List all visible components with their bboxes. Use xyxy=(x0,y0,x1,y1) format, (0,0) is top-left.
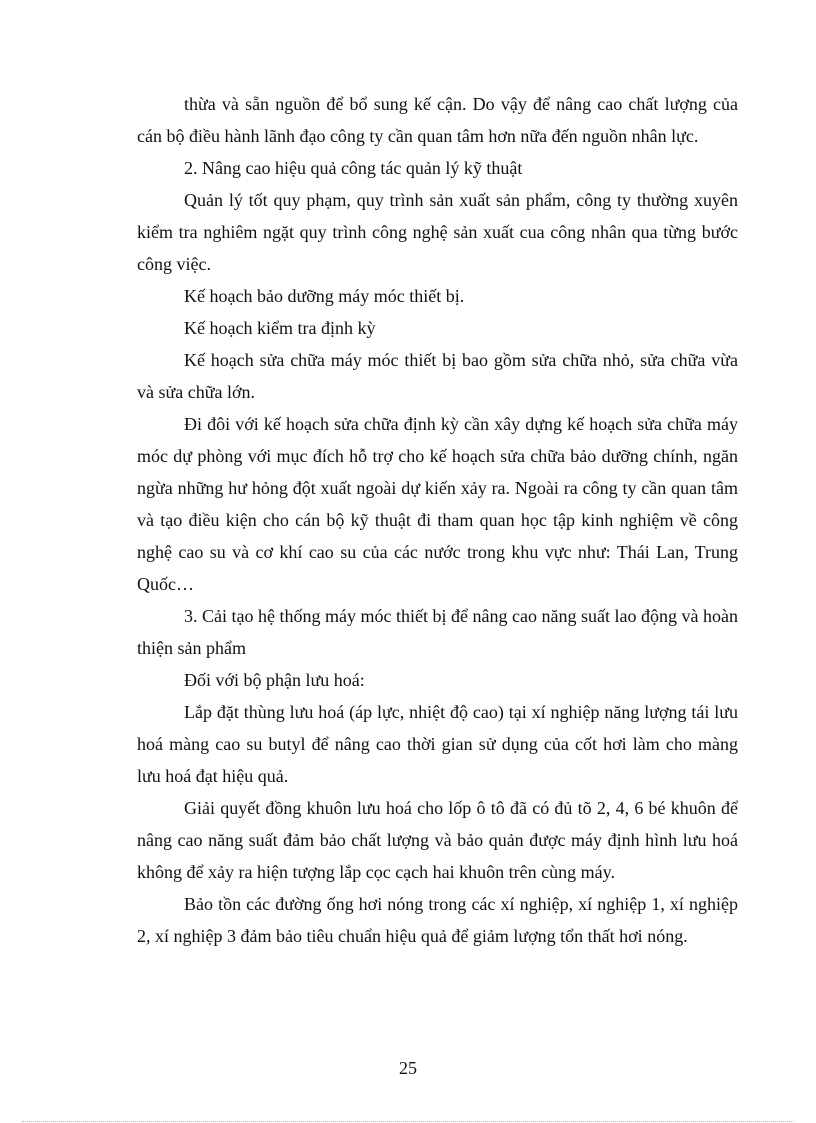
page-number: 25 xyxy=(399,1058,417,1078)
paragraph-12: Bảo tồn các đường ống hơi nóng trong các xí nghiệp, xí nghiệp 1, xí nghiệp 2, xí nghiệp 3 đảm bảo tiêu chuẩn hiệu quả để giảm lượng tổn thất hơi nóng. xyxy=(137,894,738,946)
paragraph-5: Kế hoạch kiểm tra định kỳ xyxy=(184,318,376,338)
paragraph-3: Quản lý tốt quy phạm, quy trình sản xuất sản phẩm, công ty thường xuyên kiểm tra nghiêm ngặt quy trình công nghệ sản xuất cua công nhân qua từng bước công việc. xyxy=(137,190,738,274)
paragraph-4: Kế hoạch bảo dưỡng máy móc thiết bị. xyxy=(184,286,465,306)
page-body xyxy=(137,88,738,952)
paragraph-6: Kế hoạch sửa chữa máy móc thiết bị bao gồm sửa chữa nhỏ, sửa chữa vừa và sửa chữa lớn. xyxy=(137,350,738,402)
paragraph-7: Đi đôi với kế hoạch sửa chữa định kỳ cần xây dựng kế hoạch sửa chữa máy móc dự phòng với mục đích hỗ trợ cho kế hoạch sửa chữa bảo dưỡng chính, ngăn ngừa những hư hỏng đột xuất ngoài dự kiến xảy ra. Ngoài ra công ty cần quan tâm và tạo điều kiện cho cán bộ kỹ thuật đi tham quan học tập kinh nghiệm về công nghệ cao su và cơ khí cao su của các nước trong khu vực như: Thái Lan, Trung Quốc… xyxy=(137,414,738,594)
footer-divider xyxy=(22,1121,794,1122)
paragraph-9: Đối với bộ phận lưu hoá: xyxy=(184,670,365,690)
paragraph-11: Giải quyết đồng khuôn lưu hoá cho lốp ô tô đã có đủ tõ 2, 4, 6 bé khuôn để nâng cao năng suất đảm bảo chất lượng và bảo quản được máy định hình lưu hoá không để xảy ra hiện tượng lắp cọc cạch hai khuôn trên cùng máy. xyxy=(137,798,738,882)
paragraph-1: thừa và sẵn nguồn để bổ sung kế cận. Do vậy để nâng cao chất lượng của cán bộ điều hành lãnh đạo công ty cần quan tâm hơn nữa đến nguồn nhân lực. xyxy=(137,94,738,146)
section-heading-3: 3. Cải tạo hệ thống máy móc thiết bị để nâng cao năng suất lao động và hoàn thiện sản phẩm xyxy=(137,606,738,658)
paragraph-10: Lắp đặt thùng lưu hoá (áp lực, nhiệt độ cao) tại xí nghiệp năng lượng tái lưu hoá màng cao su butyl để nâng cao thời gian sử dụng của cốt hơi làm cho màng lưu hoá đạt hiệu quả. xyxy=(137,702,738,786)
section-heading-2: 2. Nâng cao hiệu quả công tác quản lý kỹ thuật xyxy=(184,158,523,178)
